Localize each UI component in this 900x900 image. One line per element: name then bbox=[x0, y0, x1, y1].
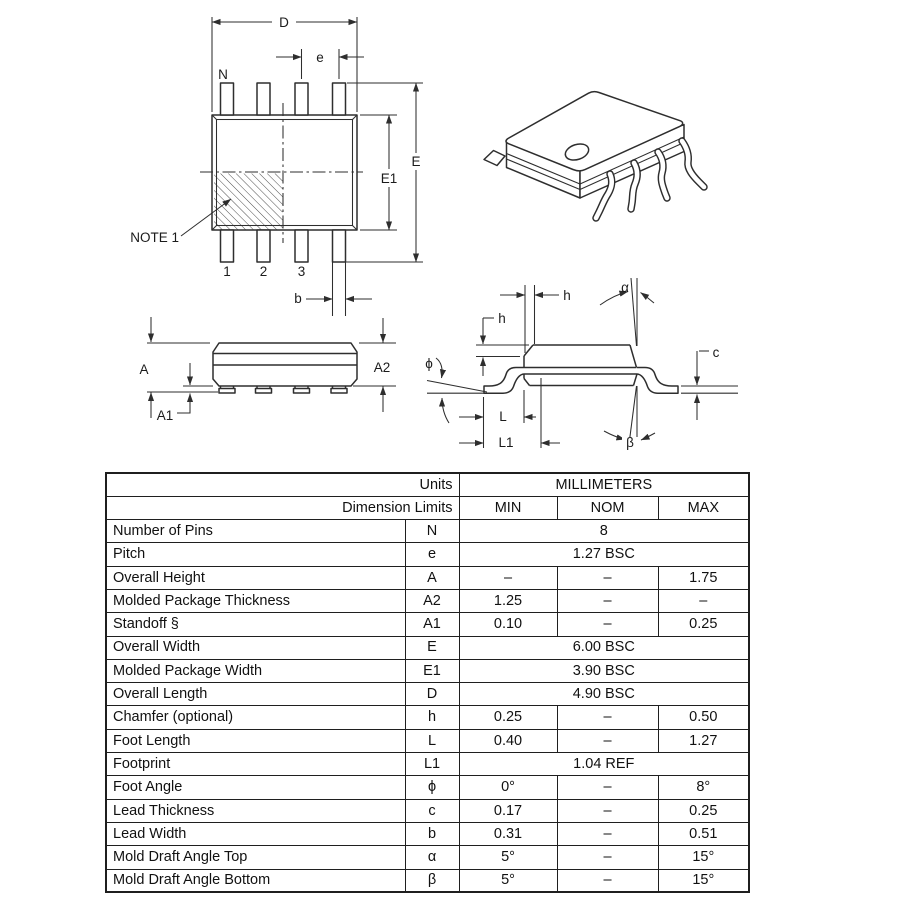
max-cell: 15° bbox=[658, 846, 749, 869]
table-row bbox=[106, 636, 749, 659]
symbol-cell: ϕ bbox=[405, 776, 459, 799]
property-cell: Foot Length bbox=[106, 729, 405, 752]
nom-cell: – bbox=[557, 589, 658, 612]
symbol-cell: E1 bbox=[405, 659, 459, 682]
dim-label-alpha: α bbox=[621, 280, 629, 295]
pin bbox=[295, 83, 308, 115]
property-cell: Chamfer (optional) bbox=[106, 706, 405, 729]
pin-number-2: 2 bbox=[259, 264, 268, 279]
property-cell: Mold Draft Angle Top bbox=[106, 846, 405, 869]
pin bbox=[257, 230, 270, 262]
dim-label-e-overall: E bbox=[411, 154, 421, 169]
value-cell: 3.90 BSC bbox=[459, 659, 749, 682]
col-header-max: MAX bbox=[658, 496, 749, 519]
dim-label-a1: A1 bbox=[156, 408, 174, 423]
dimensions-table bbox=[105, 472, 750, 893]
note1-hatch-region bbox=[214, 174, 283, 230]
min-cell: 0.40 bbox=[459, 729, 557, 752]
dim-label-e: e bbox=[316, 50, 324, 65]
dim-label-c: c bbox=[712, 345, 720, 360]
property-cell: Standoff § bbox=[106, 613, 405, 636]
table-row bbox=[106, 729, 749, 752]
symbol-cell: A bbox=[405, 566, 459, 589]
table-row bbox=[106, 613, 749, 636]
min-cell: 1.25 bbox=[459, 589, 557, 612]
dim-label-b: b bbox=[294, 291, 302, 306]
units-value: MILLIMETERS bbox=[459, 473, 749, 496]
property-cell: Lead Thickness bbox=[106, 799, 405, 822]
value-cell: 6.00 BSC bbox=[459, 636, 749, 659]
symbol-cell: E bbox=[405, 636, 459, 659]
max-cell: 0.51 bbox=[658, 822, 749, 845]
min-cell: 5° bbox=[459, 846, 557, 869]
nom-cell: – bbox=[557, 869, 658, 892]
units-label: Units bbox=[106, 473, 459, 496]
symbol-cell: α bbox=[405, 846, 459, 869]
symbol-cell: A2 bbox=[405, 589, 459, 612]
property-cell: Pitch bbox=[106, 543, 405, 566]
nom-cell: – bbox=[557, 822, 658, 845]
table-row bbox=[106, 869, 749, 892]
symbol-cell: b bbox=[405, 822, 459, 845]
table-row bbox=[106, 543, 749, 566]
pin bbox=[333, 230, 346, 262]
table-row bbox=[106, 706, 749, 729]
table-header-units bbox=[106, 473, 749, 496]
symbol-cell: c bbox=[405, 799, 459, 822]
dim-label-phi: ϕ bbox=[425, 356, 433, 371]
package-3d-view bbox=[484, 92, 704, 218]
table-row bbox=[106, 589, 749, 612]
package-side-view bbox=[139, 317, 396, 423]
corner-lead-tab bbox=[484, 151, 505, 166]
property-cell: Foot Angle bbox=[106, 776, 405, 799]
property-cell: Footprint bbox=[106, 753, 405, 776]
nom-cell: – bbox=[557, 706, 658, 729]
dim-label-l1: L1 bbox=[498, 435, 514, 450]
pin-number-1: 1 bbox=[223, 264, 231, 279]
nom-cell: – bbox=[557, 566, 658, 589]
end-view-right-lead bbox=[637, 368, 678, 394]
col-header-min: MIN bbox=[459, 496, 557, 519]
min-cell: 0° bbox=[459, 776, 557, 799]
property-cell: Molded Package Thickness bbox=[106, 589, 405, 612]
value-cell: 8 bbox=[459, 520, 749, 543]
symbol-cell: h bbox=[405, 706, 459, 729]
property-cell: Overall Width bbox=[106, 636, 405, 659]
note1-label: NOTE 1 bbox=[130, 230, 179, 245]
min-cell: 5° bbox=[459, 869, 557, 892]
table-row bbox=[106, 753, 749, 776]
symbol-cell: β bbox=[405, 869, 459, 892]
max-cell: 0.25 bbox=[658, 799, 749, 822]
max-cell: 0.25 bbox=[658, 613, 749, 636]
max-cell: 0.50 bbox=[658, 706, 749, 729]
property-cell: Overall Height bbox=[106, 566, 405, 589]
dim-label-e1: E1 bbox=[380, 171, 398, 186]
dim-label-l: L bbox=[499, 409, 507, 424]
dim-label-a2: A2 bbox=[373, 360, 391, 375]
nom-cell: – bbox=[557, 729, 658, 752]
table-row bbox=[106, 659, 749, 682]
nom-cell: – bbox=[557, 846, 658, 869]
table-row bbox=[106, 822, 749, 845]
table-row bbox=[106, 799, 749, 822]
property-cell: Lead Width bbox=[106, 822, 405, 845]
property-cell: Mold Draft Angle Bottom bbox=[106, 869, 405, 892]
symbol-cell: D bbox=[405, 683, 459, 706]
pin bbox=[221, 83, 234, 115]
table-header-limits bbox=[106, 496, 749, 519]
pin bbox=[257, 83, 270, 115]
symbol-cell: L bbox=[405, 729, 459, 752]
min-cell: 0.25 bbox=[459, 706, 557, 729]
min-cell: 0.31 bbox=[459, 822, 557, 845]
pin-n-label: N bbox=[218, 67, 228, 82]
nom-cell: – bbox=[557, 776, 658, 799]
dim-label-beta: β bbox=[626, 435, 634, 450]
max-cell: – bbox=[658, 589, 749, 612]
nom-cell: – bbox=[557, 799, 658, 822]
symbol-cell: N bbox=[405, 520, 459, 543]
max-cell: 8° bbox=[658, 776, 749, 799]
pin bbox=[221, 230, 234, 262]
min-cell: 0.17 bbox=[459, 799, 557, 822]
value-cell: 4.90 BSC bbox=[459, 683, 749, 706]
property-cell: Molded Package Width bbox=[106, 659, 405, 682]
package-end-view bbox=[425, 278, 738, 450]
pin bbox=[333, 83, 346, 115]
max-cell: 1.75 bbox=[658, 566, 749, 589]
package-top-view bbox=[130, 15, 423, 316]
end-view-left-lead bbox=[484, 368, 524, 394]
min-cell: – bbox=[459, 566, 557, 589]
table-row bbox=[106, 846, 749, 869]
dim-label-a: A bbox=[139, 362, 149, 377]
col-header-nom: NOM bbox=[557, 496, 658, 519]
value-cell: 1.27 BSC bbox=[459, 543, 749, 566]
dim-label-d: D bbox=[279, 15, 289, 30]
min-cell: 0.10 bbox=[459, 613, 557, 636]
table-row bbox=[106, 683, 749, 706]
nom-cell: – bbox=[557, 613, 658, 636]
pin bbox=[295, 230, 308, 262]
max-cell: 15° bbox=[658, 869, 749, 892]
dim-label-h-top: h bbox=[563, 288, 571, 303]
table-row bbox=[106, 566, 749, 589]
pin-number-3: 3 bbox=[297, 264, 306, 279]
dim-label-h-side: h bbox=[498, 311, 506, 326]
table-row bbox=[106, 520, 749, 543]
property-cell: Overall Length bbox=[106, 683, 405, 706]
property-cell: Number of Pins bbox=[106, 520, 405, 543]
limits-label: Dimension Limits bbox=[106, 496, 459, 519]
max-cell: 1.27 bbox=[658, 729, 749, 752]
symbol-cell: A1 bbox=[405, 613, 459, 636]
table-row bbox=[106, 776, 749, 799]
symbol-cell: e bbox=[405, 543, 459, 566]
value-cell: 1.04 REF bbox=[459, 753, 749, 776]
symbol-cell: L1 bbox=[405, 753, 459, 776]
